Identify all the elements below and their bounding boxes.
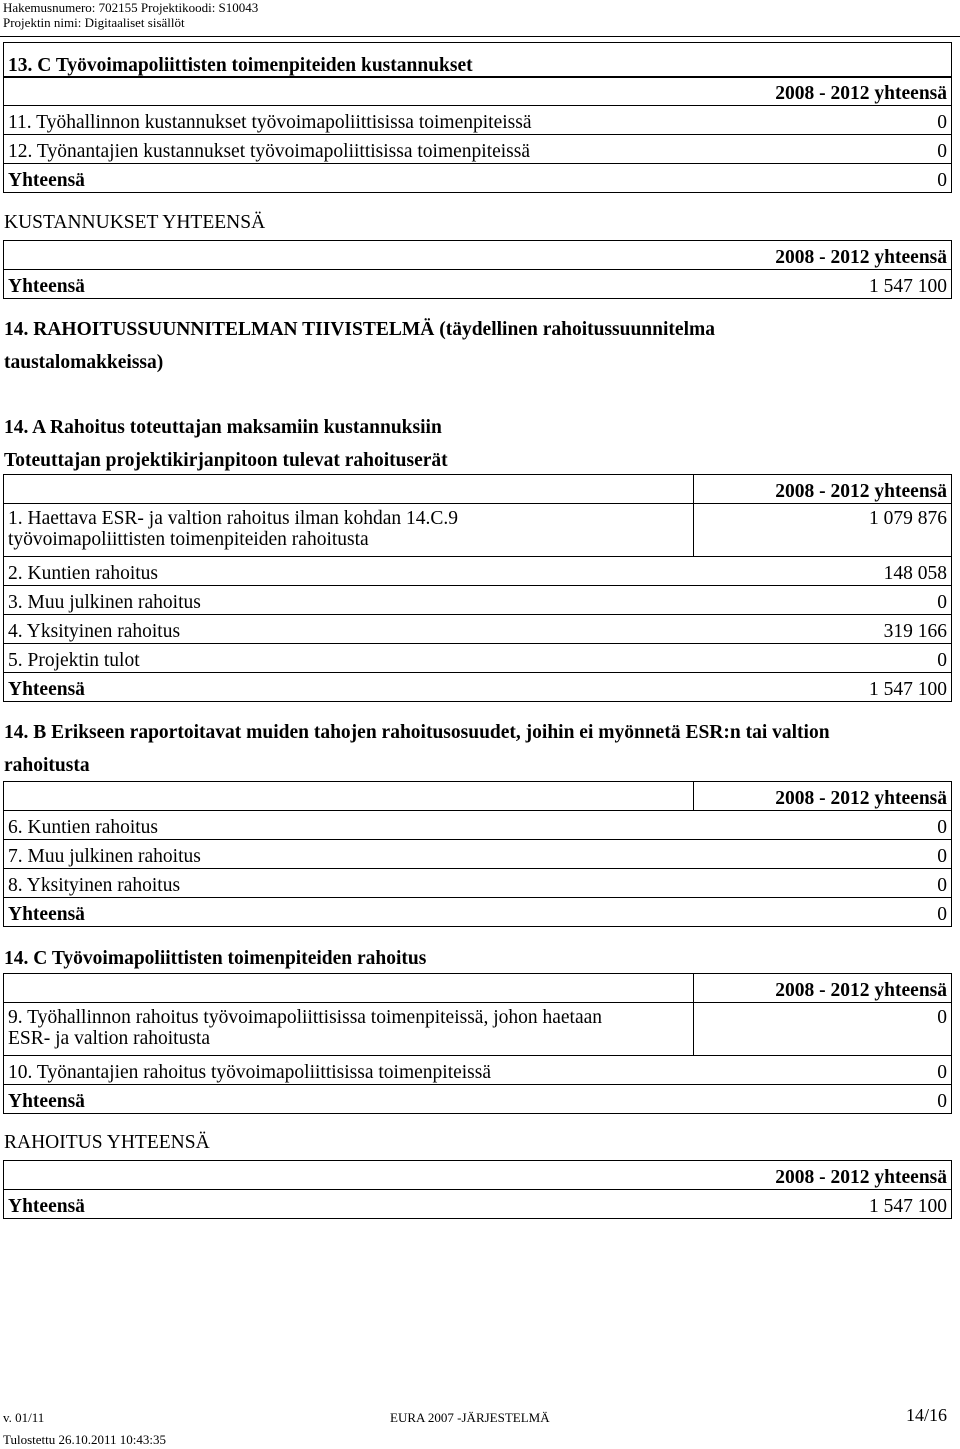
total-value: 1 547 100 xyxy=(704,270,952,299)
funding-total-title: RAHOITUS YHTEENSÄ xyxy=(4,1132,210,1153)
row-label: 11. Työhallinnon kustannukset työvoimapoliittisissa toimenpiteissä xyxy=(4,106,704,135)
row-value: 0 xyxy=(694,1003,952,1056)
row-label: työvoimapoliittisten toimenpiteiden rahoitusta xyxy=(8,529,369,550)
costs-total-table xyxy=(3,240,952,299)
blank-cell xyxy=(4,77,704,106)
row-value: 0 xyxy=(694,840,952,869)
section-14a-title-line2: Toteuttajan projektikirjanpitoon tulevat rahoituserät xyxy=(4,450,448,471)
section-14a-table xyxy=(3,474,952,702)
total-value: 0 xyxy=(694,898,952,927)
row-label: 4. Yksityinen rahoitus xyxy=(4,615,694,644)
blank-cell xyxy=(4,475,694,504)
row-label: 1. Haettava ESR- ja valtion rahoitus ilman kohdan 14.C.9 xyxy=(8,508,459,529)
row-value: 1 079 876 xyxy=(694,504,952,557)
section-14a-title-line1: 14. A Rahoitus toteuttajan maksamiin kustannuksiin xyxy=(4,417,442,438)
row-label: 6. Kuntien rahoitus xyxy=(4,811,694,840)
row-label: 8. Yksityinen rahoitus xyxy=(4,869,694,898)
print-timestamp: Tulostettu 26.10.2011 10:43:35 xyxy=(3,1432,167,1447)
section-14b-title-line1: 14. B Erikseen raportoitavat muiden tahojen rahoitusosuudet, joihin ei myönnetä ESR:n tai valtion xyxy=(4,722,830,743)
application-code: Hakemusnumero: 702155 Projektikoodi: S10043 xyxy=(3,0,259,15)
total-label: Yhteensä xyxy=(4,164,704,193)
section-14-title-line1: 14. RAHOITUSSUUNNITELMAN TIIVISTELMÄ (täydellinen rahoitussuunnitelma xyxy=(4,319,715,340)
funding-total-table xyxy=(3,1160,952,1219)
project-name: Projektin nimi: Digitaaliset sisällöt xyxy=(3,15,185,30)
column-header: 2008 - 2012 yhteensä xyxy=(694,782,952,811)
row-label: 12. Työnantajien kustannukset työvoimapoliittisissa toimenpiteissä xyxy=(4,135,704,164)
total-label: Yhteensä xyxy=(4,673,694,702)
blank-cell xyxy=(4,241,704,270)
row-value: 0 xyxy=(694,869,952,898)
total-label: Yhteensä xyxy=(4,270,704,299)
section-13c-title: 13. C Työvoimapoliittisten toimenpiteiden kustannukset xyxy=(4,43,952,78)
row-esr-funding xyxy=(4,504,694,557)
row-label: 2. Kuntien rahoitus xyxy=(4,557,694,586)
total-value: 1 547 100 xyxy=(694,673,952,702)
row-work-admin-funding xyxy=(4,1003,694,1056)
row-value: 0 xyxy=(704,135,952,164)
section-14-title-line2: taustalomakkeissa) xyxy=(4,352,164,373)
row-value: 0 xyxy=(694,811,952,840)
section-14b-title-line2: rahoitusta xyxy=(4,755,90,776)
section-14b-table xyxy=(3,781,952,927)
row-label: 7. Muu julkinen rahoitus xyxy=(4,840,694,869)
column-header: 2008 - 2012 yhteensä xyxy=(694,974,952,1003)
blank-cell xyxy=(4,974,694,1003)
row-label: 5. Projektin tulot xyxy=(4,644,694,673)
form-version: v. 01/11 xyxy=(3,1410,45,1425)
total-label: Yhteensä xyxy=(4,898,694,927)
section-13c-table xyxy=(3,42,952,78)
blank-cell xyxy=(4,1161,704,1190)
section-14c-title: 14. C Työvoimapoliittisten toimenpiteiden rahoitus xyxy=(4,948,427,969)
row-value: 0 xyxy=(694,586,952,615)
row-label: 3. Muu julkinen rahoitus xyxy=(4,586,694,615)
section-13c-rows xyxy=(3,76,952,193)
column-header: 2008 - 2012 yhteensä xyxy=(704,1161,952,1190)
column-header: 2008 - 2012 yhteensä xyxy=(704,77,952,106)
column-header: 2008 - 2012 yhteensä xyxy=(704,241,952,270)
row-label: 9. Työhallinnon rahoitus työvoimapoliittisissa toimenpiteissä, johon haetaan xyxy=(8,1007,603,1028)
row-value: 0 xyxy=(694,644,952,673)
blank-cell xyxy=(4,782,694,811)
total-value: 1 547 100 xyxy=(704,1190,952,1219)
total-value: 0 xyxy=(704,164,952,193)
page-number: 14/16 xyxy=(906,1405,948,1425)
system-name: EURA 2007 -JÄRJESTELMÄ xyxy=(390,1410,550,1425)
row-label: ESR- ja valtion rahoitusta xyxy=(8,1028,211,1049)
row-value: 319 166 xyxy=(694,615,952,644)
total-label: Yhteensä xyxy=(4,1085,694,1114)
row-value: 0 xyxy=(694,1056,952,1085)
row-value: 0 xyxy=(704,106,952,135)
costs-total-title: KUSTANNUKSET YHTEENSÄ xyxy=(4,212,266,233)
total-value: 0 xyxy=(694,1085,952,1114)
row-label: 10. Työnantajien rahoitus työvoimapoliittisissa toimenpiteissä xyxy=(4,1056,694,1085)
section-14c-table xyxy=(3,973,952,1114)
document-header xyxy=(3,0,258,30)
total-label: Yhteensä xyxy=(4,1190,704,1219)
header-divider xyxy=(0,36,960,37)
row-value: 148 058 xyxy=(694,557,952,586)
column-header: 2008 - 2012 yhteensä xyxy=(694,475,952,504)
